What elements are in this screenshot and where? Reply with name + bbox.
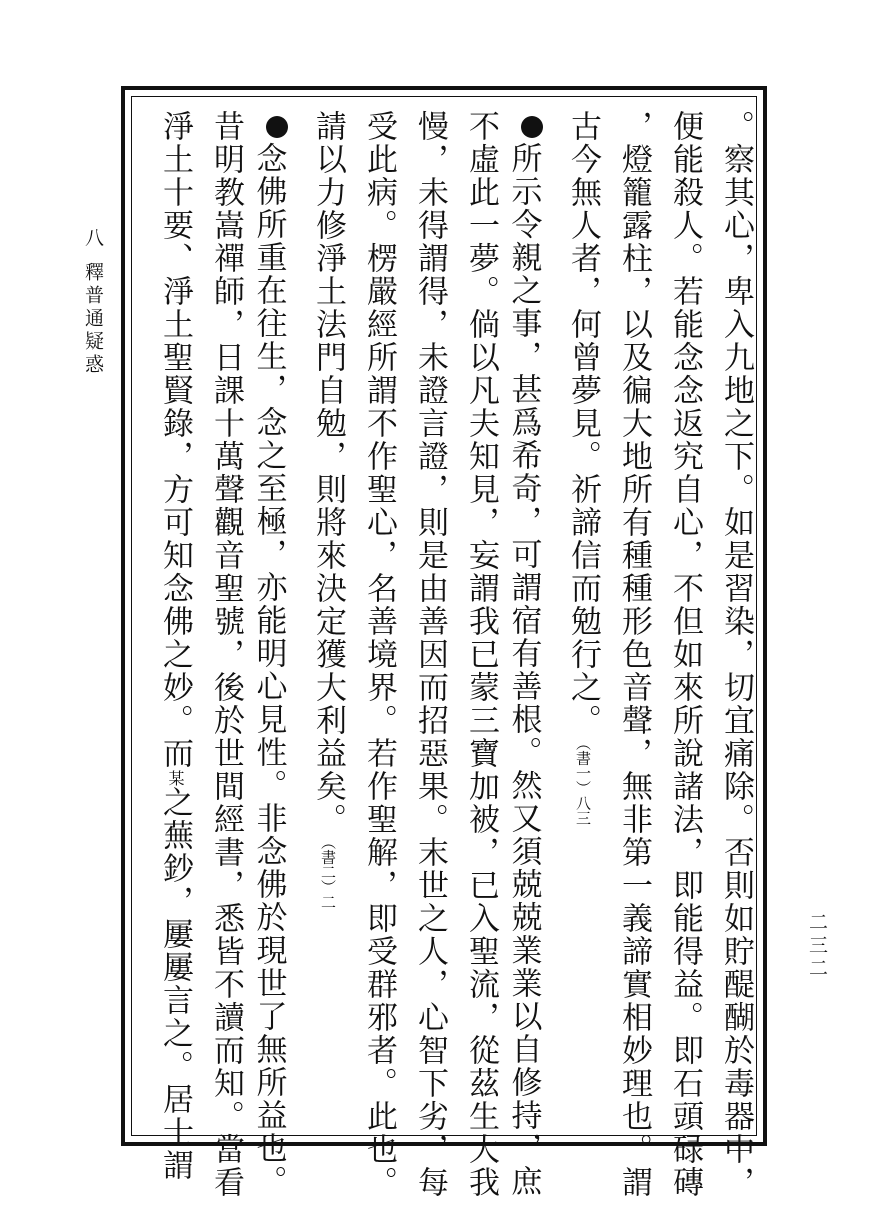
text-column: 請以力修淨土法門自勉，則將來決定獲大利益矣。（書二）二: [310, 110, 346, 910]
text-column: 念佛所重在往生，念之至極，亦能明心見性。非念佛於現世了無所益也。: [257, 110, 297, 1130]
chapter-number: 八: [82, 228, 104, 251]
text-column: 不虛此一夢。倘以凡夫知見，妄謂我已蒙三寶加被，已入聖流，從茲生大我: [463, 110, 499, 1199]
citation-note: （書一）八三: [574, 743, 592, 826]
text-column: 。察其心，卑入九地之下。如是習染，切宜痛除。否則如貯醍醐於毒器中，: [718, 110, 754, 1199]
text-column: 慢，未得謂得，未證言證，則是由善因而招惡果。末世之人，心智下劣，每: [412, 110, 448, 1199]
text-column: 古今無人者，何曾夢見。祈諦信而勉行之。（書一）八三: [565, 110, 601, 826]
citation-note: （書二）二: [319, 842, 337, 910]
text-column: 昔明教嵩禪師，日課十萬聲觀音聖號，後於世間經書，悉皆不讀而知。當看: [208, 110, 244, 1199]
chapter-title: 釋普通疑惑: [82, 262, 104, 377]
bullet-dot-icon: [521, 116, 543, 138]
self-reference-char: 某: [166, 770, 185, 786]
bullet-dot-icon: [266, 116, 288, 138]
text-column: 所示令親之事，甚爲希奇，可謂宿有善根。然又須兢兢業業以自修持，庶: [512, 110, 552, 1130]
page-number: 二三二: [806, 912, 828, 981]
text-column: 便能殺人。若能念念返究自心，不但如來所說諸法，即能得益。即石頭碌磚: [667, 110, 703, 1199]
text-column: 淨土十要、淨土聖賢錄，方可知念佛之妙。而某之蕪鈔，屢屢言之。居士謂: [157, 110, 193, 1182]
text-column: ，燈籠露柱，以及徧大地所有種種形色音聲，無非第一義諦實相妙理也。謂: [616, 110, 652, 1199]
text-column: 受此病。楞嚴經所謂不作聖心，名善境界。若作聖解，即受群邪者。此也。: [361, 110, 397, 1199]
